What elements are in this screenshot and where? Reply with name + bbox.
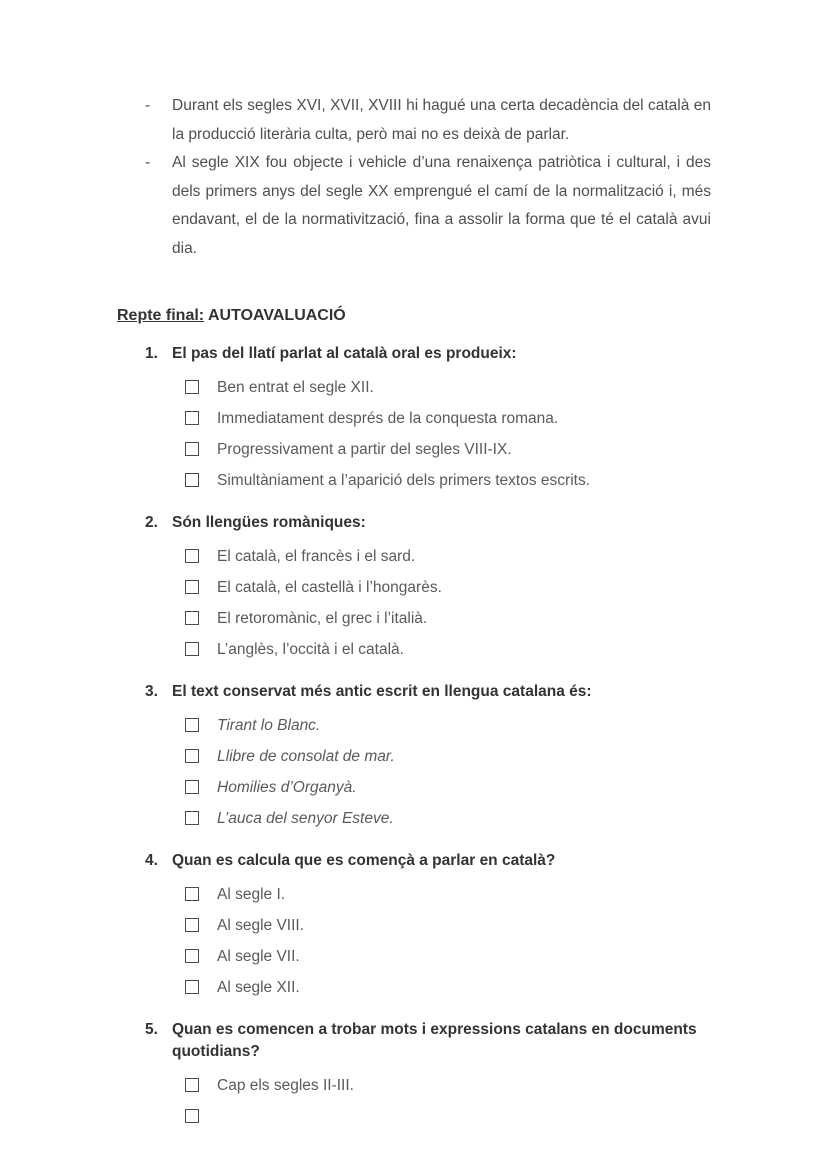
question-text: Quan es calcula que es començà a parlar en català? xyxy=(172,852,556,869)
answer-option-label: Al segle I. xyxy=(217,885,286,903)
question-title xyxy=(117,850,711,872)
question-number: 4. xyxy=(145,852,158,869)
answer-option-label: Al segle VII. xyxy=(217,947,300,965)
answer-option-label: L’auca del senyor Esteve. xyxy=(217,809,394,827)
answer-option-label: Cap els segles II-III. xyxy=(217,1076,354,1094)
answer-option-row xyxy=(117,803,711,834)
checkbox[interactable] xyxy=(185,749,199,763)
question-title xyxy=(117,1019,711,1063)
answer-option-row xyxy=(117,372,711,403)
answer-option-label: Al segle XII. xyxy=(217,978,300,996)
answer-option-row xyxy=(117,772,711,803)
answer-option-row xyxy=(117,603,711,634)
question-block xyxy=(117,850,711,1003)
question-text: Són llengües romàniques: xyxy=(172,514,366,531)
answer-option-row xyxy=(117,572,711,603)
bullet-dash-marker: - xyxy=(145,97,151,114)
answer-option-row xyxy=(117,1070,711,1101)
checkbox[interactable] xyxy=(185,780,199,794)
answer-option-row xyxy=(117,741,711,772)
answer-option-row xyxy=(117,879,711,910)
question-block xyxy=(117,343,711,496)
checkbox[interactable] xyxy=(185,411,199,425)
question-text: El text conservat més antic escrit en llengua catalana és: xyxy=(172,683,592,700)
answer-option-row xyxy=(117,710,711,741)
answer-option-label: Immediatament després de la conquesta romana. xyxy=(217,409,559,427)
checkbox[interactable] xyxy=(185,980,199,994)
answer-option-label: Simultàniament a l’aparició dels primers textos escrits. xyxy=(217,471,590,489)
answer-option-row xyxy=(117,972,711,1003)
question-block xyxy=(117,681,711,834)
checkbox[interactable] xyxy=(185,549,199,563)
answer-option-row xyxy=(117,541,711,572)
checkbox[interactable] xyxy=(185,718,199,732)
answer-option-row xyxy=(117,941,711,972)
intro-bullet xyxy=(117,149,711,263)
question-number: 5. xyxy=(145,1021,158,1038)
intro-bullet-list xyxy=(117,92,711,263)
question-number: 1. xyxy=(145,345,158,362)
question-block xyxy=(117,512,711,665)
answer-option-label: Homilies d’Organyà. xyxy=(217,778,357,796)
checkbox[interactable] xyxy=(185,611,199,625)
answer-option-label: El retoromànic, el grec i l’italià. xyxy=(217,609,428,627)
heading-underlined-part: Repte final: xyxy=(117,307,205,324)
checkbox[interactable] xyxy=(185,380,199,394)
answer-option-label: El català, el castellà i l’hongarès. xyxy=(217,578,442,596)
answer-option-row xyxy=(117,910,711,941)
checkbox[interactable] xyxy=(185,887,199,901)
page-content xyxy=(117,0,711,1132)
answer-option-row xyxy=(117,403,711,434)
answer-option-label: L’anglès, l’occità i el català. xyxy=(217,640,404,658)
checkbox[interactable] xyxy=(185,811,199,825)
answer-option-row xyxy=(117,634,711,665)
question-number: 2. xyxy=(145,514,158,531)
question-text: Quan es comencen a trobar mots i expressions catalans en documents quotidians? xyxy=(172,1021,697,1060)
question-title xyxy=(117,343,711,365)
answer-option-row xyxy=(117,434,711,465)
intro-bullet-text: Al segle XIX fou objecte i vehicle d’una renaixença patriòtica i cultural, i des dels primers anys del segle XX emprengué el camí de la normalització i, més endavant, el de la normativització, fina a assolir la forma que té el català avui dia. xyxy=(172,154,711,257)
answer-option-label: El català, el francès i el sard. xyxy=(217,547,416,565)
question-block xyxy=(117,1019,711,1132)
question-list xyxy=(117,343,711,1132)
checkbox[interactable] xyxy=(185,918,199,932)
intro-bullet xyxy=(117,92,711,149)
section-heading xyxy=(117,305,711,327)
answer-option-label: Tirant lo Blanc. xyxy=(217,716,321,734)
checkbox[interactable] xyxy=(185,1078,199,1092)
checkbox[interactable] xyxy=(185,473,199,487)
answer-option-row xyxy=(117,1101,711,1132)
answer-option-row xyxy=(117,465,711,496)
question-text: El pas del llatí parlat al català oral es produeix: xyxy=(172,345,517,362)
checkbox[interactable] xyxy=(185,580,199,594)
checkbox[interactable] xyxy=(185,442,199,456)
checkbox[interactable] xyxy=(185,1109,199,1123)
answer-option-label: Al segle VIII. xyxy=(217,916,305,934)
question-title xyxy=(117,512,711,534)
intro-bullet-text: Durant els segles XVI, XVII, XVIII hi hagué una certa decadència del català en la producció literària culta, però mai no es deixà de parlar. xyxy=(172,97,711,143)
question-number: 3. xyxy=(145,683,158,700)
question-title xyxy=(117,681,711,703)
checkbox[interactable] xyxy=(185,949,199,963)
answer-option-label: Ben entrat el segle XII. xyxy=(217,378,374,396)
heading-rest-part: AUTOAVALUACIÓ xyxy=(204,307,346,324)
answer-option-label: Llibre de consolat de mar. xyxy=(217,747,395,765)
checkbox[interactable] xyxy=(185,642,199,656)
answer-option-label: Progressivament a partir del segles VIII-IX. xyxy=(217,440,512,458)
bullet-dash-marker: - xyxy=(145,154,151,171)
